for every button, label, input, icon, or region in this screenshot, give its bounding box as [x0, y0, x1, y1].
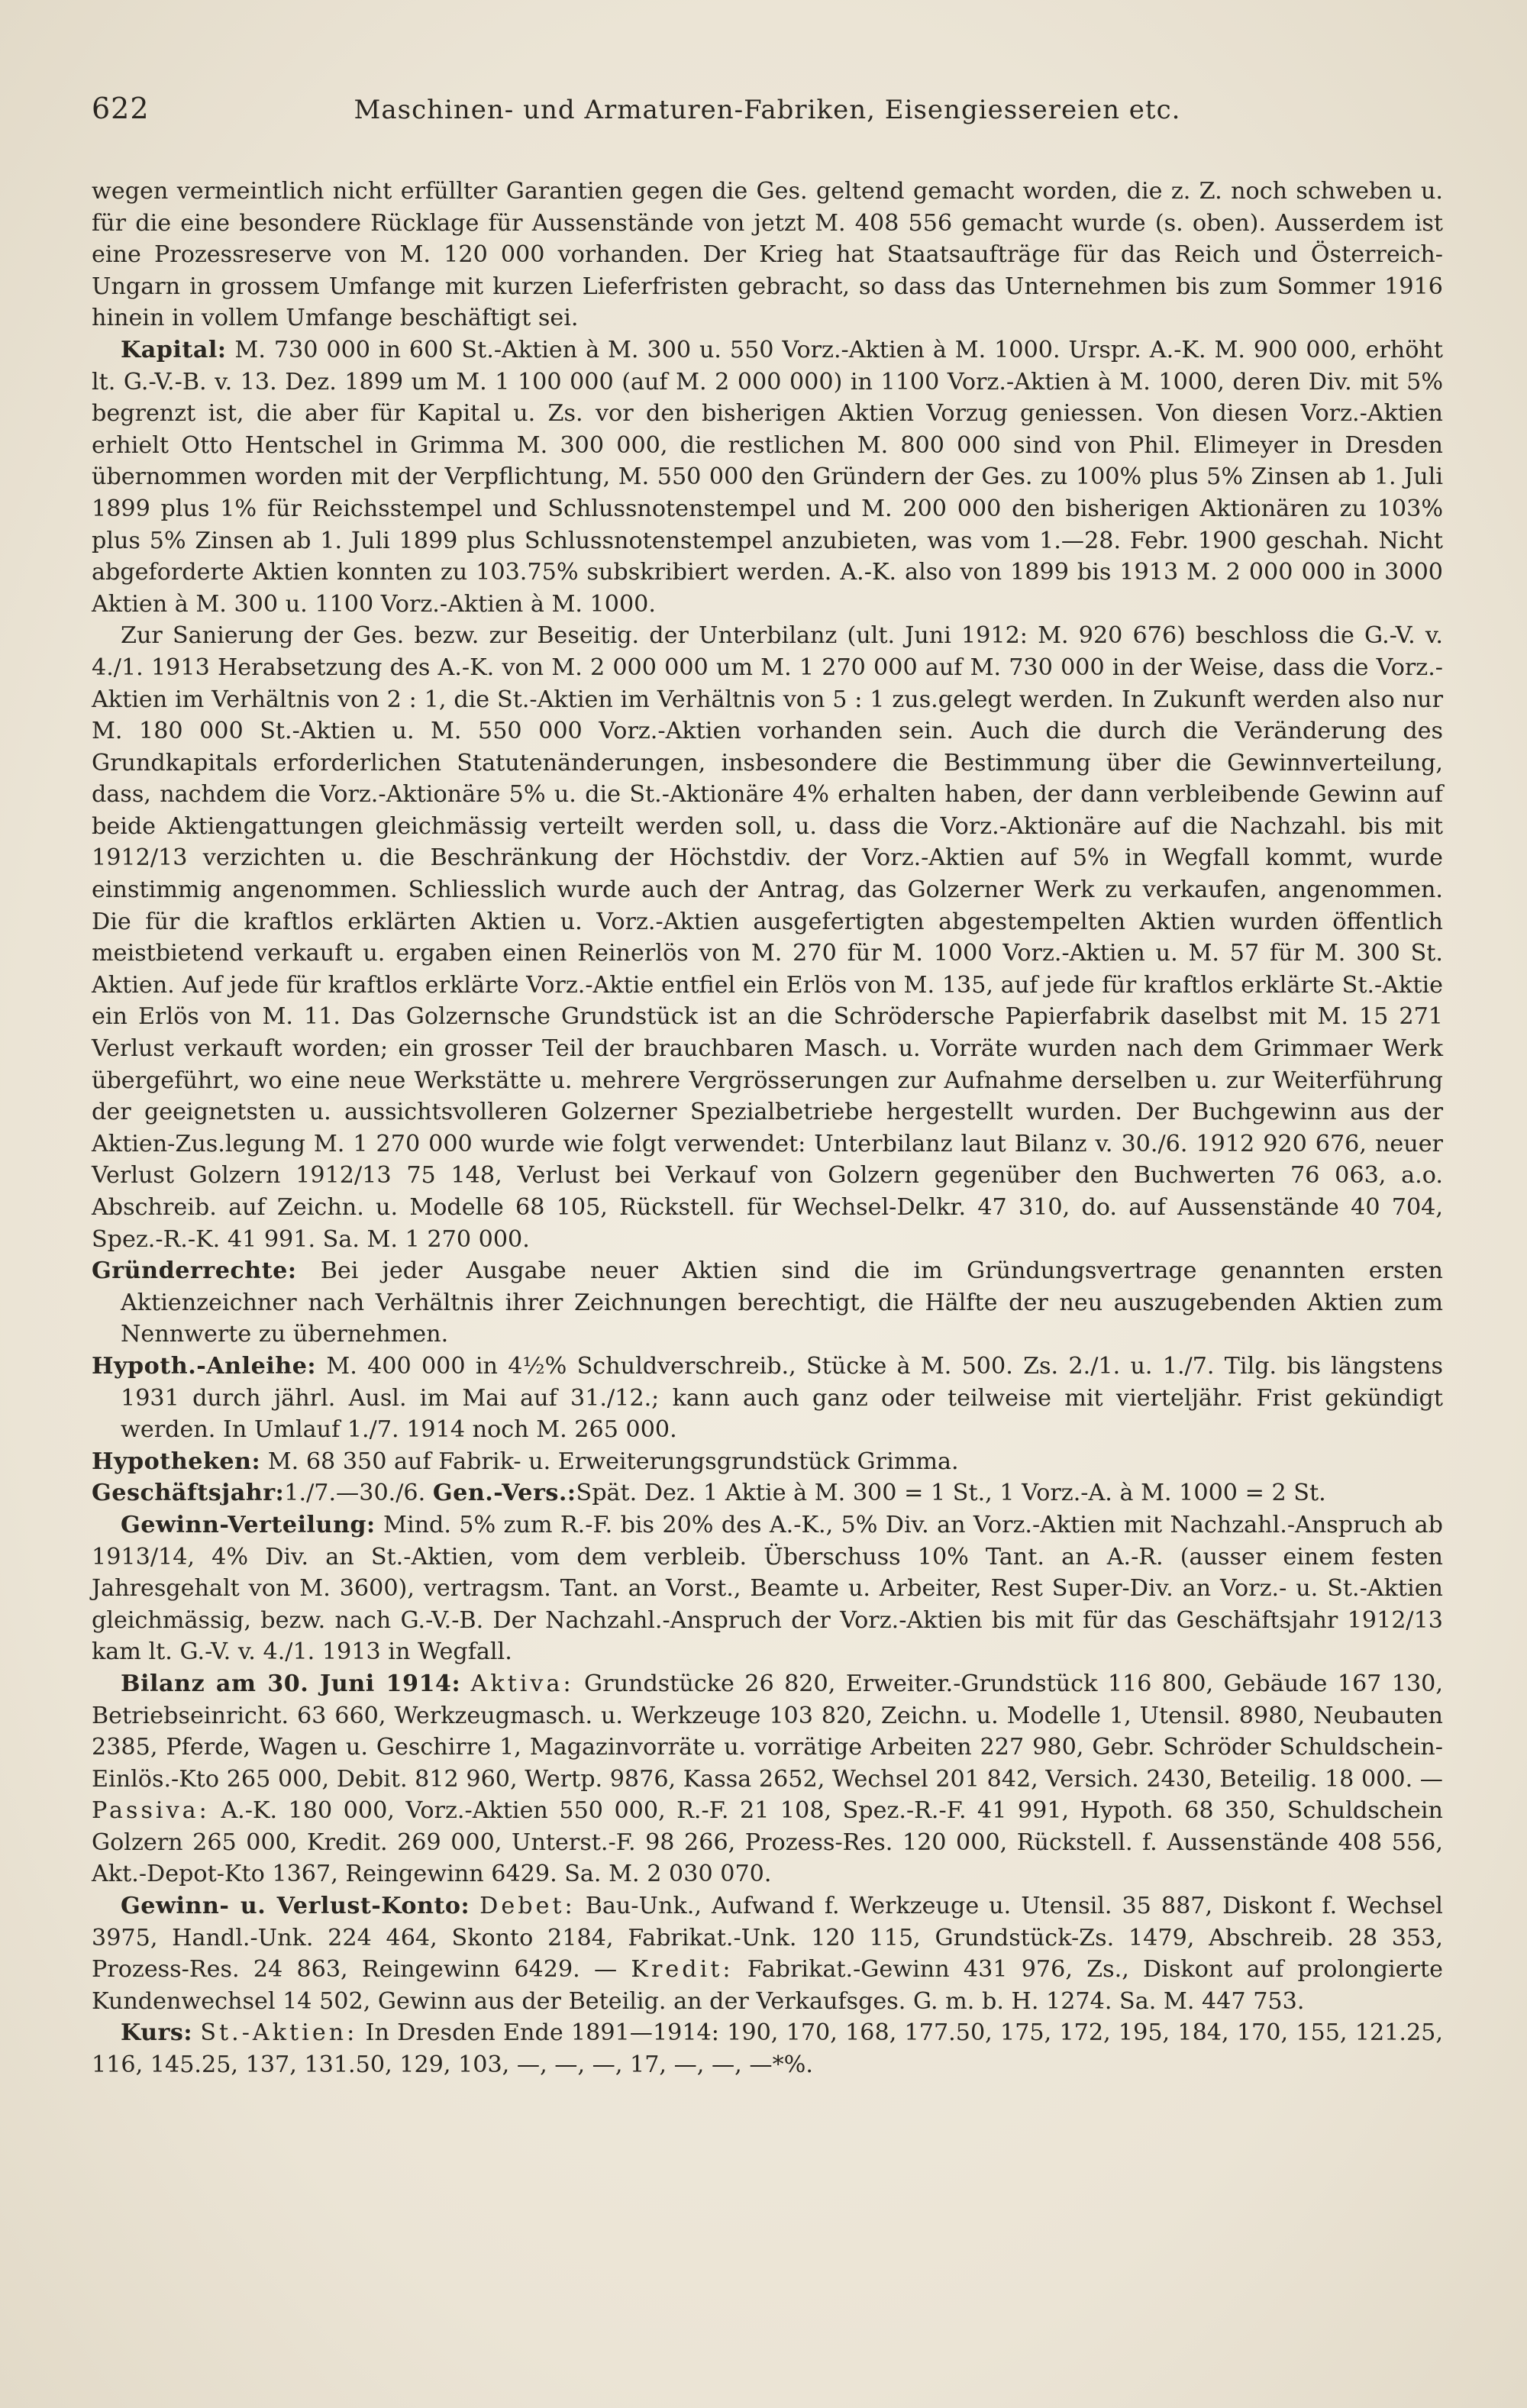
hypoth-anleihe-text: M. 400 000 in 4½% Schuldverschreib., Stücke à M. 500. Zs. 2./1. u. 1./7. Tilg. bis längstens 1931 durch jährl. Ausl. im Mai auf 31./12.; kann auch ganz oder teilweise mit vierteljähr. Frist gekündigt werden. In Umlauf 1./7. 1914 noch M. 265 000.: [121, 1352, 1443, 1444]
geschaeftsjahr-text: 1./7.—30./6.: [284, 1480, 426, 1507]
hypotheken-section: [92, 1446, 1443, 1478]
aktiva-text: Grundstücke 26 820, Erweiter.-Grundstück 116 800, Gebäude 167 130, Betriebseinricht. 63 660, Werkzeugmasch. u. Werkzeuge 103 820, Zeichn. u. Modelle 1, Utensil. 8980, Neubauten 2385, Pferde, Wagen u. Geschirre 1, Magazinvorräte u. vorrätige Arbeiten 227 980, Gebr. Schröder Schuldschein-Einlös.-Kto 265 000, Debit. 812 960, Wertp. 9876, Kassa 2652, Wechsel 201 842, Versich. 2430, Beteilig. 18 000. —: [92, 1670, 1443, 1793]
body-text: [92, 176, 1443, 2081]
gewinn-verteilung-section: [92, 1509, 1443, 1668]
hypotheken-label: Hypotheken:: [92, 1448, 261, 1475]
gen-vers-label: Gen.-Vers.:: [432, 1480, 576, 1507]
geschaeftsjahr-section: [92, 1477, 1443, 1509]
bilanz-label: Bilanz am 30. Juni 1914:: [121, 1670, 461, 1697]
kurs-label: Kurs:: [121, 2019, 193, 2047]
kurs-sub-label: St.-Aktien:: [200, 2019, 358, 2047]
page-number: 622: [92, 92, 150, 125]
gruenderrechte-label: Gründerrechte:: [92, 1257, 297, 1285]
intro-paragraph: wegen vermeintlich nicht erfüllter Garantien gegen die Ges. geltend gemacht worden, die z. Z. noch schweben u. für die eine besondere Rücklage für Aussenstände von jetzt M. 408 556 gemacht wurde (s. oben). Ausserdem ist eine Prozessreserve von M. 120 000 vorhanden. Der Krieg hat Staatsaufträge für das Reich und Österreich-Ungarn in grossem Umfange mit kurzen Lieferfristen gebracht, so dass das Unternehmen bis zum Sommer 1916 hinein in vollem Umfange beschäftigt sei.: [92, 178, 1443, 332]
aktiva-label: Aktiva:: [470, 1670, 574, 1697]
bilanz-section: [92, 1668, 1443, 1890]
gewinn-konto-label: Gewinn- u. Verlust-Konto:: [121, 1893, 470, 1920]
gen-vers-text: Spät. Dez. 1 Aktie à M. 300 = 1 St., 1 Vorz.-A. à M. 1000 = 2 St.: [576, 1480, 1326, 1507]
kapital-label: Kapital:: [121, 336, 227, 363]
kapital-section: [92, 334, 1443, 620]
gewinn-verteilung-text: Mind. 5% zum R.-F. bis 20% des A.-K., 5% Div. an Vorz.-Aktien mit Nachzahl.-Anspruch ab 1913/14, 4% Div. an St.-Aktien, vom dem verbleib. Überschuss 10% Tant. an A.-R. (ausser einem festen Jahresgehalt von M. 3600), vertragsm. Tant. an Vorst., Beamte u. Arbeiter, Rest Super-Div. an Vorz.- u. St.-Aktien gleichmässig, bezw. nach G.-V.-B. Der Nachzahl.-Anspruch der Vorz.-Aktien bis mit für das Geschäftsjahr 1912/13 kam lt. G.-V. v. 4./1. 1913 in Wegfall.: [92, 1511, 1443, 1666]
kurs-text: In Dresden Ende 1891—1914: 190, 170, 168, 177.50, 175, 172, 195, 184, 170, 155, 121.25, 116, 145.25, 137, 131.50, 129, 103, —, —, —, 17, —, —, —*%.: [92, 2019, 1443, 2079]
hypoth-anleihe-section: [92, 1351, 1443, 1446]
debet-text: Bau-Unk., Aufwand f. Werkzeuge u. Utensil. 35 887, Diskont f. Wechsel 3975, Handl.-Unk. 224 464, Skonto 2184, Fabrikat.-Unk. 120 115, Grundstück-Zs. 1479, Abschreib. 28 353, Prozess-Res. 24 863, Reingewinn 6429. —: [92, 1893, 1443, 1984]
page-header: [92, 92, 1443, 137]
geschaeftsjahr-label: Geschäftsjahr:: [92, 1480, 285, 1507]
passiva-label: Passiva:: [92, 1797, 210, 1825]
gewinn-verteilung-label: Gewinn-Verteilung:: [121, 1511, 376, 1538]
kredit-label: Kredit:: [631, 1956, 734, 1984]
running-head: Maschinen- und Armaturen-Fabriken, Eisengiessereien etc.: [354, 95, 1181, 125]
passiva-text: A.-K. 180 000, Vorz.-Aktien 550 000, R.-F. 21 108, Spez.-R.-F. 41 991, Hypoth. 68 350, Schuldschein Golzern 265 000, Kredit. 269 000, Unterst.-F. 98 266, Prozess-Res. 120 000, Rückstell. f. Aussenstände 408 556, Akt.-Depot-Kto 1367, Reingewinn 6429. Sa. M. 2 030 070.: [92, 1797, 1443, 1888]
gruenderrechte-section: [92, 1255, 1443, 1351]
debet-label: Debet:: [479, 1893, 576, 1920]
kurs-section: [92, 2017, 1443, 2080]
gewinn-konto-section: [92, 1890, 1443, 2017]
hypotheken-text: M. 68 350 auf Fabrik- u. Erweiterungsgrundstück Grimma.: [267, 1448, 959, 1475]
hypoth-anleihe-label: Hypoth.-Anleihe:: [92, 1352, 317, 1380]
gruenderrechte-text: Bei jeder Ausgabe neuer Aktien sind die im Gründungsvertrage genannten ersten Aktienzeichner nach Verhältnis ihrer Zeichnungen berechtigt, die Hälfte der neu auszugebenden Aktien zum Nennwerte zu übernehmen.: [121, 1257, 1443, 1348]
kapital-text: M. 730 000 in 600 St.-Aktien à M. 300 u. 550 Vorz.-Aktien à M. 1000. Urspr. A.-K. M. 900 000, erhöht lt. G.-V.-B. v. 13. Dez. 1899 um M. 1 100 000 (auf M. 2 000 000) in 1100 Vorz.-Aktien à M. 1000, deren Div. mit 5% begrenzt ist, die aber für Kapital u. Zs. vor den bisherigen Aktien Vorzug geniessen. Von diesen Vorz.-Aktien erhielt Otto Hentschel in Grimma M. 300 000, die restlichen M. 800 000 sind von Phil. Elimeyer in Dresden übernommen worden mit der Verpflichtung, M. 550 000 den Gründern der Ges. zu 100% plus 5% Zinsen ab 1. Juli 1899 plus 1% für Reichsstempel und Schlussnotenstempel und M. 200 000 den bisherigen Aktionären zu 103% plus 5% Zinsen ab 1. Juli 1899 plus Schlussnotenstempel anzubieten, was vom 1.—28. Febr. 1900 geschah. Nicht abgeforderte Aktien konnten zu 103.75% subskribiert werden. A.-K. also von 1899 bis 1913 M. 2 000 000 in 3000 Aktien à M. 300 u. 1100 Vorz.-Aktien à M. 1000.: [92, 336, 1443, 618]
kredit-text: Fabrikat.-Gewinn 431 976, Zs., Diskont auf prolongierte Kundenwechsel 14 502, Gewinn aus der Beteilig. an der Verkaufsges. G. m. b. H. 1274. Sa. M. 447 753.: [92, 1956, 1443, 2015]
sanierung-paragraph: Zur Sanierung der Ges. bezw. zur Beseitig. der Unterbilanz (ult. Juni 1912: M. 920 676) beschloss die G.-V. v. 4./1. 1913 Herabsetzung des A.-K. von M. 2 000 000 um M. 1 270 000 auf M. 730 000 in der Weise, dass die Vorz.-Aktien im Verhältnis von 2 : 1, die St.-Aktien im Verhältnis von 5 : 1 zus.gelegt werden. In Zukunft werden also nur M. 180 000 St.-Aktien u. M. 550 000 Vorz.-Aktien vorhanden sein. Auch die durch die Veränderung des Grundkapitals erforderlichen Statutenänderungen, insbesondere die Bestimmung über die Gewinnverteilung, dass, nachdem die Vorz.-Aktionäre 5% u. die St.-Aktionäre 4% erhalten haben, der dann verbleibende Gewinn auf beide Aktiengattungen gleichmässig verteilt werden soll, u. dass die Vorz.-Aktionäre auf die Nachzahl. bis mit 1912/13 verzichten u. die Beschränkung der Höchstdiv. der Vorz.-Aktien auf 5% in Wegfall kommt, wurde einstimmig angenommen. Schliesslich wurde auch der Antrag, das Golzerner Werk zu verkaufen, angenommen. Die für die kraftlos erklärten Aktien u. Vorz.-Aktien ausgefertigten abgestempelten Aktien wurden öffentlich meistbietend verkauft u. ergaben einen Reinerlös von M. 270 für M. 1000 Vorz.-Aktien u. M. 57 für M. 300 St. Aktien. Auf jede für kraftlos erklärte Vorz.-Aktie entfiel ein Erlös von M. 135, auf jede für kraftlos erklärte St.-Aktie ein Erlös von M. 11. Das Golzernsche Grundstück ist an die Schrödersche Papierfabrik daselbst mit M. 15 271 Verlust verkauft worden; ein grosser Teil der brauchbaren Masch. u. Vorräte wurden nach dem Grimmaer Werk übergeführt, wo eine neue Werkstätte u. mehrere Vergrösserungen zur Aufnahme derselben u. zur Weiterführung der geeignetsten u. aussichtsvolleren Golzerner Spezialbetriebe hergestellt wurden. Der Buchgewinn aus der Aktien-Zus.legung M. 1 270 000 wurde wie folgt verwendet: Unterbilanz laut Bilanz v. 30./6. 1912 920 676, neuer Verlust Golzern 1912/13 75 148, Verlust bei Verkauf von Golzern gegenüber den Buchwerten 76 063, a.o. Abschreib. auf Zeichn. u. Modelle 68 105, Rückstell. für Wechsel-Delkr. 47 310, do. auf Aussenstände 40 704, Spez.-R.-K. 41 991. Sa. M. 1 270 000.: [92, 622, 1443, 1253]
